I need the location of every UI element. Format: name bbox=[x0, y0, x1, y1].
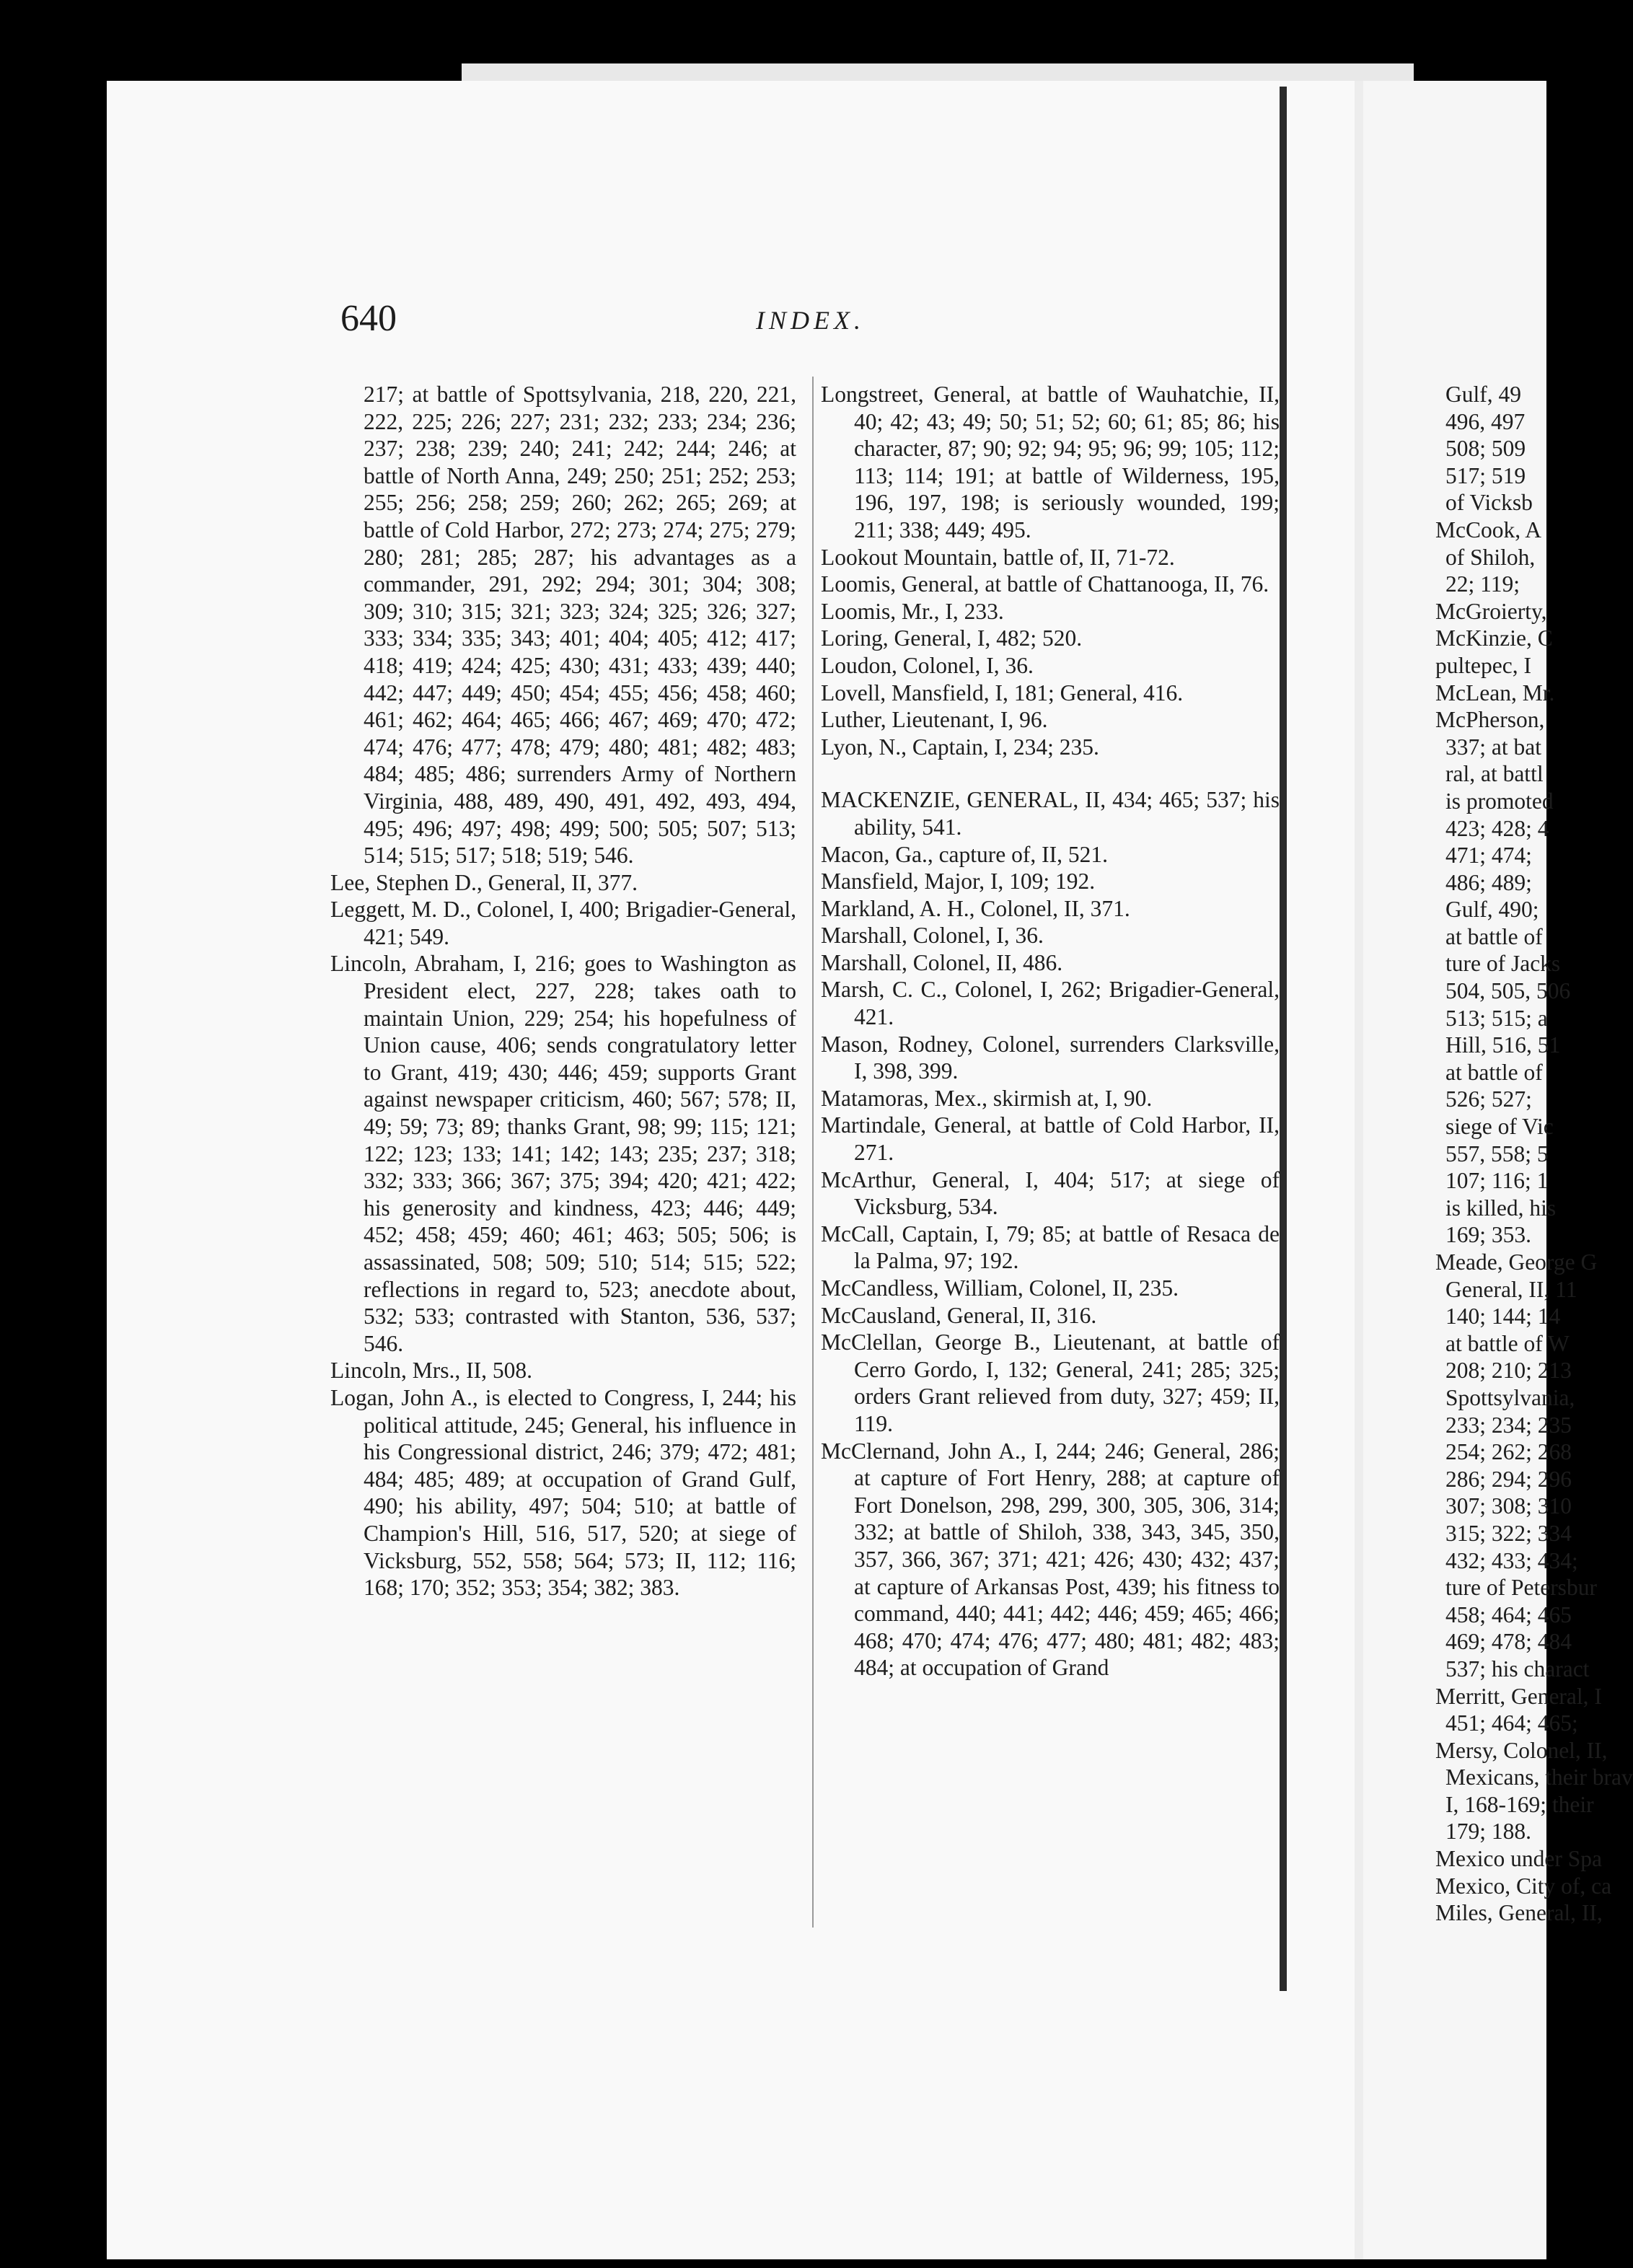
index-line-fragment: I, 168-169; their bbox=[1445, 1791, 1594, 1817]
index-line-fragment: 508; 509 bbox=[1445, 436, 1526, 462]
index-entry: 217; at battle of Spottsylvania, 218, 220, 221, 222, 225; 226; 227; 231; 232; 233; 234; 236; 237; 238; 239; 240; 241; 242; 244; 246; at battle of North Anna, 249; 250; 251; 252; 253; 255; 256; 258; 259; 260; 262; 265; 269; at battle of Cold Harbor, 272; 273; 274; 275; 279; 280; 281; 285; 287; his advantages as a commander, 291, 292; 294; 301; 304; 308; 309; 310; 315; 321; 323; 324; 325; 326; 327; 333; 334; 335; 343; 401; 404; 405; 412; 417; 418; 419; 424; 425; 430; 431; 433; 439; 440; 442; 447; 449; 450; 454; 455; 456; 458; 460; 461; 462; 464; 465; 466; 467; 469; 470; 472; 474; 476; 477; 478; 479; 480; 481; 482; 483; 484; 485; 486; surrenders Army of Northern Virginia, 488, 489, 490, 491, 492, 493, 494, 495; 496; 497; 498; 499; 500; 505; 507; 513; 514; 515; 517; 518; 519; 546. bbox=[364, 382, 796, 869]
index-line-fragment: Mexicans, their brav bbox=[1445, 1764, 1633, 1790]
index-entry: Lovell, Mansfield, I, 181; General, 416. bbox=[821, 680, 1184, 706]
index-line-fragment: McGroierty, bbox=[1435, 598, 1547, 624]
index-line-fragment: 423; 428; 4 bbox=[1445, 815, 1549, 841]
index-line-fragment: Spottsylvania, bbox=[1445, 1384, 1575, 1410]
index-entry: MACKENZIE, GENERAL, II, 434; 465; 537; his ability, 541. bbox=[821, 787, 1280, 840]
index-line-fragment: 496, 497 bbox=[1445, 408, 1526, 434]
index-entry: Loomis, Mr., I, 233. bbox=[821, 598, 1004, 624]
index-column-2 bbox=[821, 381, 1280, 1682]
index-entry: Loomis, General, at battle of Chattanooga, II, 76. bbox=[821, 571, 1269, 597]
column-rule bbox=[812, 377, 814, 1928]
index-column-3-partial bbox=[1435, 381, 1633, 1927]
index-entry: Marshall, Colonel, II, 486. bbox=[821, 949, 1063, 975]
index-line-fragment: siege of Vic bbox=[1445, 1114, 1554, 1140]
index-entry: Leggett, M. D., Colonel, I, 400; Brigadier-General, 421; 549. bbox=[330, 897, 796, 949]
index-line-fragment: 254; 262; 268 bbox=[1445, 1439, 1572, 1465]
index-entry: McArthur, General, I, 404; 517; at siege of Vicksburg, 534. bbox=[821, 1166, 1280, 1220]
index-entry: McCausland, General, II, 316. bbox=[821, 1302, 1097, 1328]
index-line-fragment: ture of Petersbur bbox=[1445, 1575, 1597, 1601]
index-line-fragment: at battle of W bbox=[1445, 1330, 1570, 1356]
index-line-fragment: Mexico under Spa bbox=[1435, 1846, 1602, 1872]
index-line-fragment: 526; 527; bbox=[1445, 1086, 1532, 1112]
index-column-1 bbox=[330, 381, 796, 1601]
index-entry: McClellan, George B., Lieutenant, at battle of Cerro Gordo, I, 132; General, 241; 285; 325; orders Grant relieved from duty, 327; 459; II, 119. bbox=[821, 1329, 1280, 1436]
index-line-fragment: of Shiloh, bbox=[1445, 544, 1536, 570]
index-line-fragment: of Vicksb bbox=[1445, 490, 1533, 516]
index-entry: Markland, A. H., Colonel, II, 371. bbox=[821, 895, 1130, 921]
index-line-fragment: at battle of bbox=[1445, 1059, 1543, 1085]
page-edge-strip bbox=[1355, 81, 1363, 2259]
index-line-fragment: Mersy, Colonel, II, bbox=[1435, 1737, 1608, 1763]
index-line-fragment: 286; 294; 296 bbox=[1445, 1466, 1572, 1492]
index-line-fragment: Mexico, City of, ca bbox=[1435, 1873, 1612, 1899]
index-entry: Lincoln, Mrs., II, 508. bbox=[330, 1358, 532, 1384]
index-line-fragment: 432; 433; 434; bbox=[1445, 1547, 1578, 1573]
index-line-fragment: ture of Jacks bbox=[1445, 951, 1561, 977]
index-line-fragment: 557, 558; 5 bbox=[1445, 1140, 1549, 1166]
running-head: INDEX. bbox=[756, 306, 865, 335]
index-line-fragment: Merritt, General, I bbox=[1435, 1683, 1602, 1709]
index-entry: Mansfield, Major, I, 109; 192. bbox=[821, 869, 1096, 895]
index-line-fragment: 458; 464; 465 bbox=[1445, 1601, 1572, 1627]
index-entry: Longstreet, General, at battle of Wauhatchie, II, 40; 42; 43; 49; 50; 51; 52; 60; 61; 85; 86; his character, 87; 90; 92; 94; 95; 96; 99; 105; 112; 113; 114; 191; at battle of Wilderness, 195, 196, 197, 198; is seriously wounded, 199; 211; 338; 449; 495. bbox=[821, 382, 1280, 542]
index-line-fragment: 307; 308; 310 bbox=[1445, 1493, 1572, 1519]
index-entry: Lyon, N., Captain, I, 234; 235. bbox=[821, 734, 1099, 760]
index-entry: Marshall, Colonel, I, 36. bbox=[821, 923, 1044, 949]
index-line-fragment: at battle of bbox=[1445, 923, 1543, 949]
index-entry: Mason, Rodney, Colonel, surrenders Clarksville, I, 398, 399. bbox=[821, 1031, 1280, 1084]
index-line-fragment: Meade, George G bbox=[1435, 1249, 1598, 1275]
index-line-fragment: Miles, General, II, bbox=[1435, 1900, 1603, 1926]
index-line-fragment: McCook, A bbox=[1435, 517, 1542, 542]
index-line-fragment: McLean, Mr. bbox=[1435, 680, 1555, 706]
index-line-fragment: 140; 144; 14 bbox=[1445, 1304, 1561, 1329]
index-entry: Loudon, Colonel, I, 36. bbox=[821, 652, 1034, 678]
index-entry: Matamoras, Mex., skirmish at, I, 90. bbox=[821, 1085, 1153, 1111]
index-line-fragment: is killed, his bbox=[1445, 1195, 1557, 1221]
index-entry: Luther, Lieutenant, I, 96. bbox=[821, 707, 1048, 733]
index-line-fragment: 22; 119; bbox=[1445, 571, 1520, 597]
index-entry: McCandless, William, Colonel, II, 235. bbox=[821, 1275, 1179, 1301]
index-entry: Loring, General, I, 482; 520. bbox=[821, 625, 1083, 651]
index-entry: Marsh, C. C., Colonel, I, 262; Brigadier-General, 421. bbox=[821, 977, 1280, 1030]
index-line-fragment: is promoted bbox=[1445, 788, 1554, 814]
index-line-fragment: McPherson, bbox=[1435, 707, 1545, 733]
index-line-fragment: 504, 505, 506 bbox=[1445, 978, 1571, 1004]
index-entry: McCall, Captain, I, 79; 85; at battle of Resaca de la Palma, 97; 192. bbox=[821, 1221, 1280, 1274]
index-entry: Lookout Mountain, battle of, II, 71-72. bbox=[821, 544, 1175, 570]
book-gutter-line bbox=[1280, 87, 1287, 1991]
index-line-fragment: McKinzie, C bbox=[1435, 625, 1553, 651]
index-line-fragment: 513; 515; a bbox=[1445, 1005, 1548, 1031]
index-line-fragment: 451; 464; 465; bbox=[1445, 1710, 1578, 1736]
index-line-fragment: Hill, 516, 51 bbox=[1445, 1032, 1561, 1058]
index-line-fragment: 233; 234; 235 bbox=[1445, 1412, 1572, 1438]
index-line-fragment: ral, at battl bbox=[1445, 761, 1544, 787]
index-entry: Logan, John A., is elected to Congress, I, 244; his political attitude, 245; General, his influence in his Congressional district, 246; 379; 472; 481; 484; 485; 489; at occupation of Grand Gulf, 490; his ability, 497; 504; 510; at battle of Champion's Hill, 516, 517, 520; at siege of Vicksburg, 552, 558; 564; 573; II, 112; 116; 168; 170; 352; 353; 354; 382; 383. bbox=[330, 1384, 796, 1601]
index-line-fragment: General, II, 11 bbox=[1445, 1276, 1577, 1302]
index-line-fragment: Gulf, 490; bbox=[1445, 897, 1539, 923]
index-line-fragment: 537; his charact bbox=[1445, 1656, 1590, 1682]
index-line-fragment: 179; 188. bbox=[1445, 1819, 1532, 1845]
index-line-fragment: 169; 353. bbox=[1445, 1222, 1532, 1248]
index-line-fragment: 107; 116; 1 bbox=[1445, 1168, 1549, 1194]
index-line-fragment: 208; 210; 213 bbox=[1445, 1358, 1572, 1384]
index-line-fragment: 315; 322; 334 bbox=[1445, 1520, 1572, 1546]
index-line-fragment: pultepec, I bbox=[1435, 652, 1531, 678]
index-line-fragment: 337; at bat bbox=[1445, 734, 1541, 760]
index-entry: Lee, Stephen D., General, II, 377. bbox=[330, 869, 638, 895]
index-line-fragment: 486; 489; bbox=[1445, 869, 1532, 895]
index-entry: Macon, Ga., capture of, II, 521. bbox=[821, 841, 1108, 867]
index-line-fragment: 517; 519 bbox=[1445, 462, 1526, 488]
index-line-fragment: Gulf, 49 bbox=[1445, 382, 1521, 407]
index-entry: Martindale, General, at battle of Cold Harbor, II, 271. bbox=[821, 1112, 1280, 1166]
page-number: 640 bbox=[340, 298, 397, 339]
index-line-fragment: 471; 474; bbox=[1445, 843, 1532, 869]
index-entry: McClernand, John A., I, 244; 246; General, 286; at capture of Fort Henry, 288; at capture of Fort Donelson, 298, 299, 300, 305, 306, 314; 332; at battle of Shiloh, 338, 343, 345, 350, 357, 366, 367; 371; 421; 426; 430; 432; 437; at capture of Arkansas Post, 439; his fitness to command, 440; 441; 442; 446; 459; 465; 466; 468; 470; 474; 476; 477; 480; 481; 482; 483; 484; at occupation of Grand bbox=[821, 1438, 1280, 1681]
index-entry: Lincoln, Abraham, I, 216; goes to Washington as President elect, 227, 228; takes oath to maintain Union, 229; 254; his hopefulness of Union cause, 406; sends congratulatory letter to Grant, 419; 430; 446; 459; supports Grant against newspaper criticism, 460; 567; 578; II, 49; 59; 73; 89; thanks Grant, 98; 99; 115; 121; 122; 123; 133; 141; 142; 143; 235; 237; 318; 332; 333; 366; 367; 375; 394; 420; 421; 422; his generosity and kindness, 423; 446; 449; 452; 458; 459; 460; 461; 463; 505; 506; is assassinated, 508; 509; 510; 514; 515; 522; reflections in regard to, 523; anecdote about, 532; 533; contrasted with Stanton, 536, 537; 546. bbox=[330, 951, 796, 1356]
index-line-fragment: 469; 478; 484 bbox=[1445, 1629, 1572, 1655]
